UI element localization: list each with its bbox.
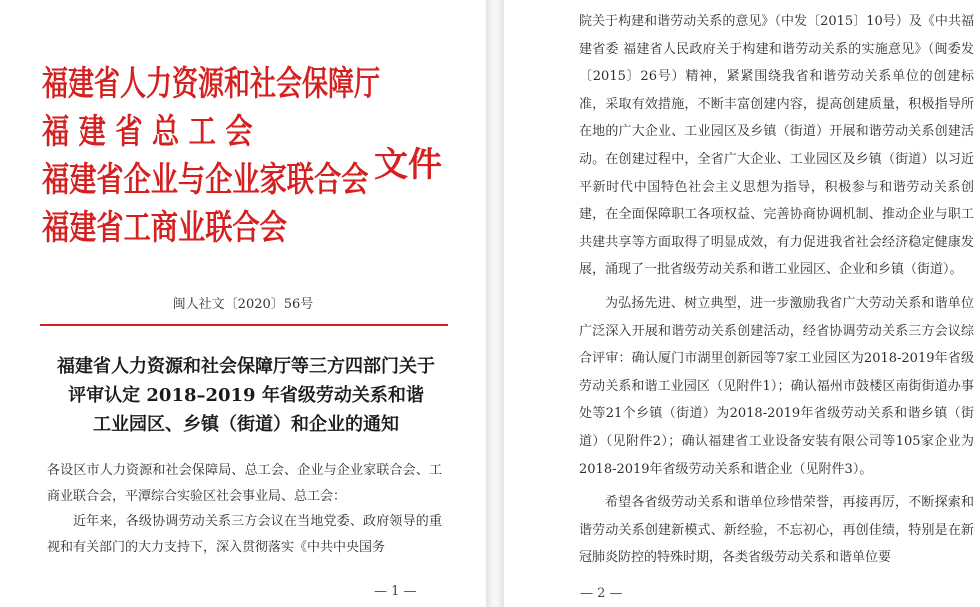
page-2 bbox=[504, 0, 980, 607]
paragraph: 院关于构建和谐劳动关系的意见》（中发〔2015〕10号）及《中共福建省委 福建省人民政府关于构建和谐劳动关系的实施意见》（闽委发〔2015〕26号）精神，紧紧围绕我省和谐劳动关系单位的创建标准，采取有效措施，不断丰富创建内容，提高创建质量，积极指导所在地的广大企业、工业园区及乡镇（街道）开展和谐劳动关系创建活动。在创建过程中，全省广大企业、工业园区及乡镇（街道）以习近平新时代中国特色社会主义思想为指导，积极参与和谐劳动关系创建，在全面保障职工各项权益、完善协商协调机制、推动企业与职工共建共享等方面取得了明显成效，有力促进我省社会经济稳定健康发展，涌现了一批省级劳动关系和谐工业园区、企业和乡镇（街道）。 bbox=[579, 14, 974, 278]
paragraph: 希望各省级劳动关系和谐单位珍惜荣誉，再接再厉，不断探索和谐劳动关系创建新模式、新经验，不忘初心，再创佳绩，特别是在新冠肺炎防控的特殊时期，各类省级劳动关系和谐单位要 bbox=[579, 495, 974, 566]
red-divider bbox=[40, 324, 448, 326]
salutation: 各设区市人力资源和社会保障局、总工会、企业与企业家联合会、工商业联合会，平潭综合实验区社会事业局、总工会： bbox=[47, 463, 442, 504]
page-1 bbox=[0, 0, 486, 607]
title-line-1: 福建省人力资源和社会保障厅等三方四部门关于 bbox=[57, 356, 435, 377]
binding-gutter bbox=[486, 0, 504, 607]
page-number: — 1 — bbox=[374, 584, 417, 599]
title-line-3: 工业园区、乡镇（街道）和企业的通知 bbox=[93, 414, 399, 435]
document-title bbox=[50, 352, 442, 439]
header-suffix: 文件 bbox=[374, 145, 442, 185]
page-number: — 2 — bbox=[580, 586, 623, 601]
issuer-enterprise-confederation: 福建省企业与企业家联合会 bbox=[42, 160, 369, 200]
issuer-chamber-of-commerce: 福建省工商业联合会 bbox=[42, 208, 287, 248]
document-number: 闽人社文〔2020〕56号 bbox=[172, 297, 314, 312]
paragraph: 近年来，各级协调劳动关系三方会议在当地党委、政府领导的重视和有关部门的大力支持下，深入贯彻落实《中共中央国务 bbox=[47, 514, 442, 555]
issuer-federation-of-trade-unions: 福 建 省 总 工 会 bbox=[42, 112, 253, 152]
paragraph: 为弘扬先进、树立典型，进一步激励我省广大劳动关系和谐单位广泛深入开展和谐劳动关系创建活动，经省协调劳动关系三方会议综合评审：确认厦门市湖里创新园等7家工业园区为2018-2019年省级劳动关系和谐工业园区（见附件1）；确认福州市鼓楼区南街街道办事处等21个乡镇（街道）为2018-2019年省级劳动关系和谐乡镇（街道）（见附件2）；确认福建省工业设备安装有限公司等105家企业为2018-2019年省级劳动关系和谐企业（见附件3）。 bbox=[579, 295, 974, 477]
title-line-2: 评审认定 2018–2019 年省级劳动关系和谐 bbox=[68, 385, 424, 406]
issuer-hrss: 福建省人力资源和社会保障厅 bbox=[42, 64, 380, 104]
body-text-page-2 bbox=[579, 8, 974, 572]
body-text-page-1 bbox=[47, 458, 442, 560]
